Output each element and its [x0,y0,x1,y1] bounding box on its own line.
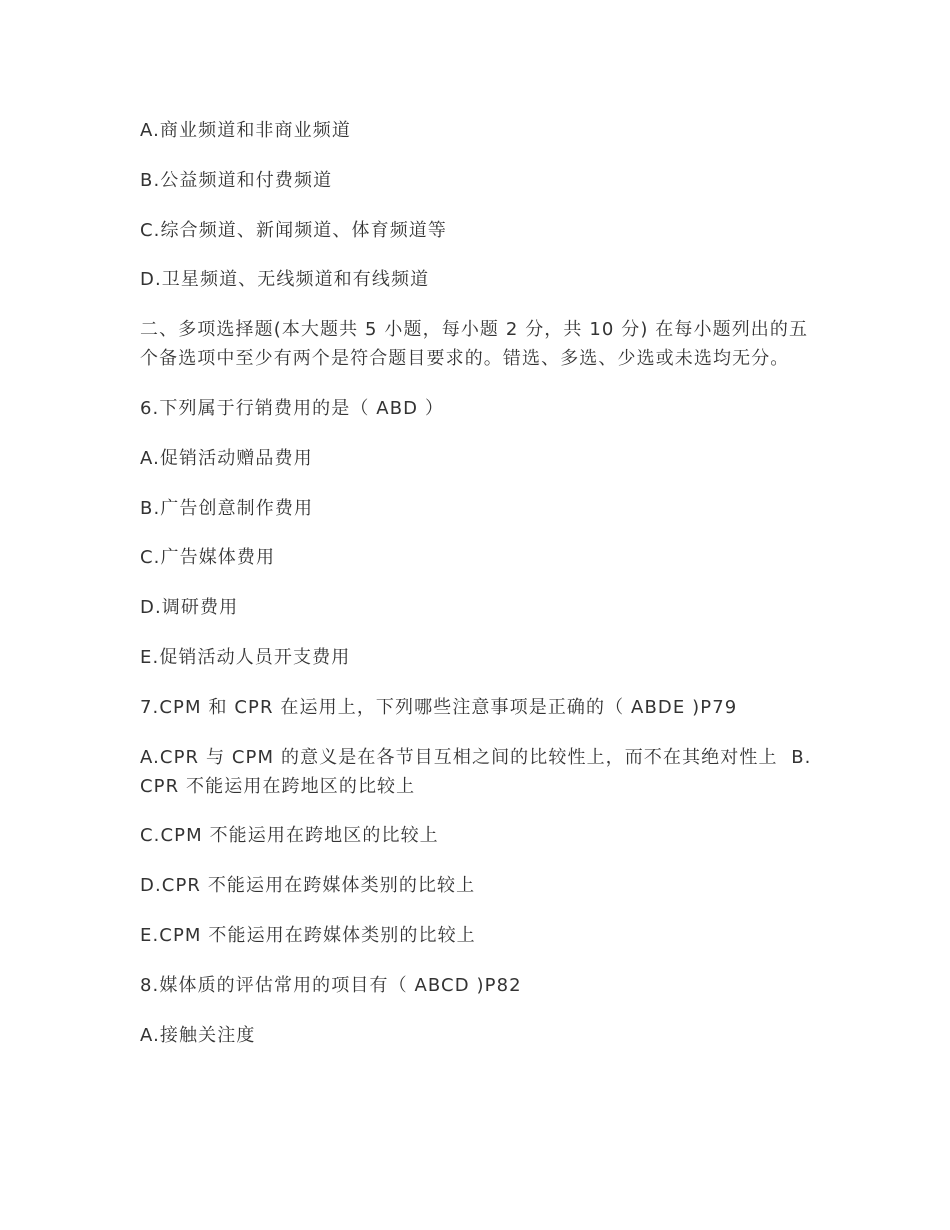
option-paragraph: A.促销活动赠品费用 [140,447,313,469]
option-paragraph: C.CPM 不能运用在跨地区的比较上 [140,825,439,847]
option-paragraph: D.卫星频道、无线频道和有线频道 [140,269,430,291]
option-paragraph: B.公益频道和付费频道 [140,169,333,191]
option-paragraph: A.CPR 与 CPM 的意义是在各节目互相之间的比较性上，而不在其绝对性上 B.CPR 不能运用在跨地区的比较上 [140,746,812,797]
option-paragraph: D.调研费用 [140,597,239,619]
option-paragraph: E.CPM 不能运用在跨媒体类别的比较上 [140,924,476,946]
option-paragraph: D.CPR 不能运用在跨媒体类别的比较上 [140,875,476,897]
section-heading: 二、多项选择题(本大题共 5 小题，每小题 2 分，共 10 分) 在每小题列出的五个备选项中至少有两个是符合题目要求的。错选、多选、少选或未选均无分。 [140,319,809,370]
option-paragraph: C.综合频道、新闻频道、体育频道等 [140,219,447,241]
option-paragraph: A.接触关注度 [140,1024,256,1046]
question-paragraph: 6.下列属于行销费用的是（ ABD ） [140,397,445,419]
option-paragraph: E.促销活动人员开支费用 [140,646,351,668]
question-paragraph: 8.媒体质的评估常用的项目有（ ABCD )P82 [140,974,522,996]
option-paragraph: C.广告媒体费用 [140,547,276,569]
question-paragraph: 7.CPM 和 CPR 在运用上，下列哪些注意事项是正确的（ ABDE )P79 [140,696,738,718]
option-paragraph: A.商业频道和非商业频道 [140,120,351,141]
option-paragraph: B.广告创意制作费用 [140,497,314,519]
document-body [140,116,812,1070]
